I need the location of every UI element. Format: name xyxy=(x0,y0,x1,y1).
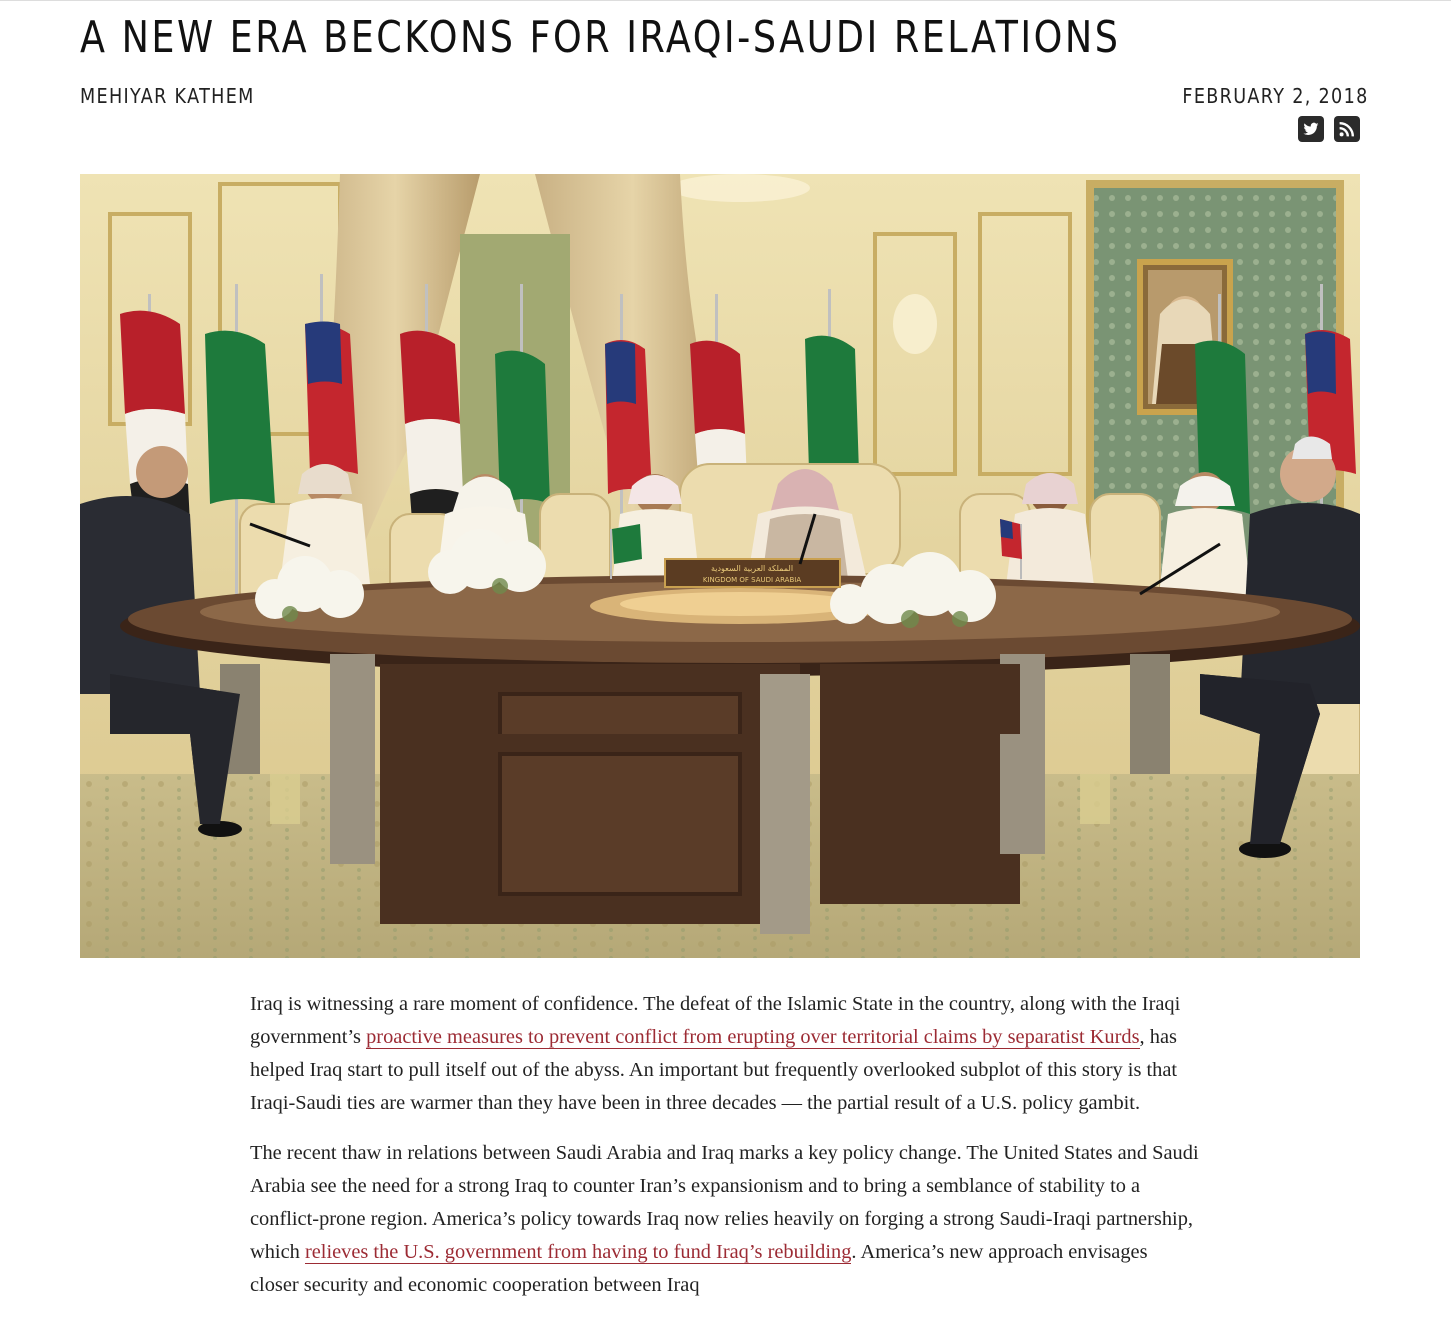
share-icons xyxy=(1298,116,1360,142)
article-body xyxy=(250,988,1200,1319)
paragraph xyxy=(250,1137,1200,1302)
paragraph-text: The recent thaw in relations between Saudi Arabia and Iraq marks a key policy change. The United States and Saudi Arabia see the need for a strong Iraq to counter Iran’s expansionism and to bring a semblance of stability to a conflict-prone region. America’s policy towards Iraq now relies heavily on forging a strong Saudi-Iraqi partnership, which xyxy=(250,1142,1199,1263)
twitter-icon[interactable] xyxy=(1298,116,1324,142)
paragraph xyxy=(250,988,1200,1120)
paragraph-text: Iraq is witnessing a rare moment of confidence. The defeat of the Islamic State in the country, along with the Iraqi government’s xyxy=(250,993,1181,1048)
link-proactive-measures[interactable]: proactive measures to prevent conflict from erupting over territorial claims by separatist Kurds xyxy=(366,1026,1140,1048)
paragraph-text: , has helped Iraq start to pull itself out of the abyss. An important but frequently overlooked subplot of this story is that Iraqi-Saudi ties are warmer than they have been in three decades — the partial result of a U.S. policy gambit. xyxy=(250,1026,1178,1114)
top-divider xyxy=(0,0,1451,1)
nameplate-arabic: المملكة العربية السعودية xyxy=(710,564,794,573)
nameplate xyxy=(665,559,840,587)
article-title: A NEW ERA BECKONS FOR IRAQI-SAUDI RELATIONS xyxy=(80,12,1121,63)
publication-date: FEBRUARY 2, 2018 xyxy=(1182,84,1369,108)
author-link[interactable]: MEHIYAR KATHEM xyxy=(80,84,255,108)
nameplate-english: KINGDOM OF SAUDI ARABIA xyxy=(702,576,802,584)
paragraph-text: . America’s new approach envisages closer security and economic cooperation between Iraq xyxy=(250,1241,1148,1296)
rss-icon[interactable] xyxy=(1334,116,1360,142)
link-relieves-us-government[interactable]: relieves the U.S. government from having to fund Iraq’s rebuilding xyxy=(304,1241,852,1263)
hero-photo xyxy=(80,174,1360,958)
